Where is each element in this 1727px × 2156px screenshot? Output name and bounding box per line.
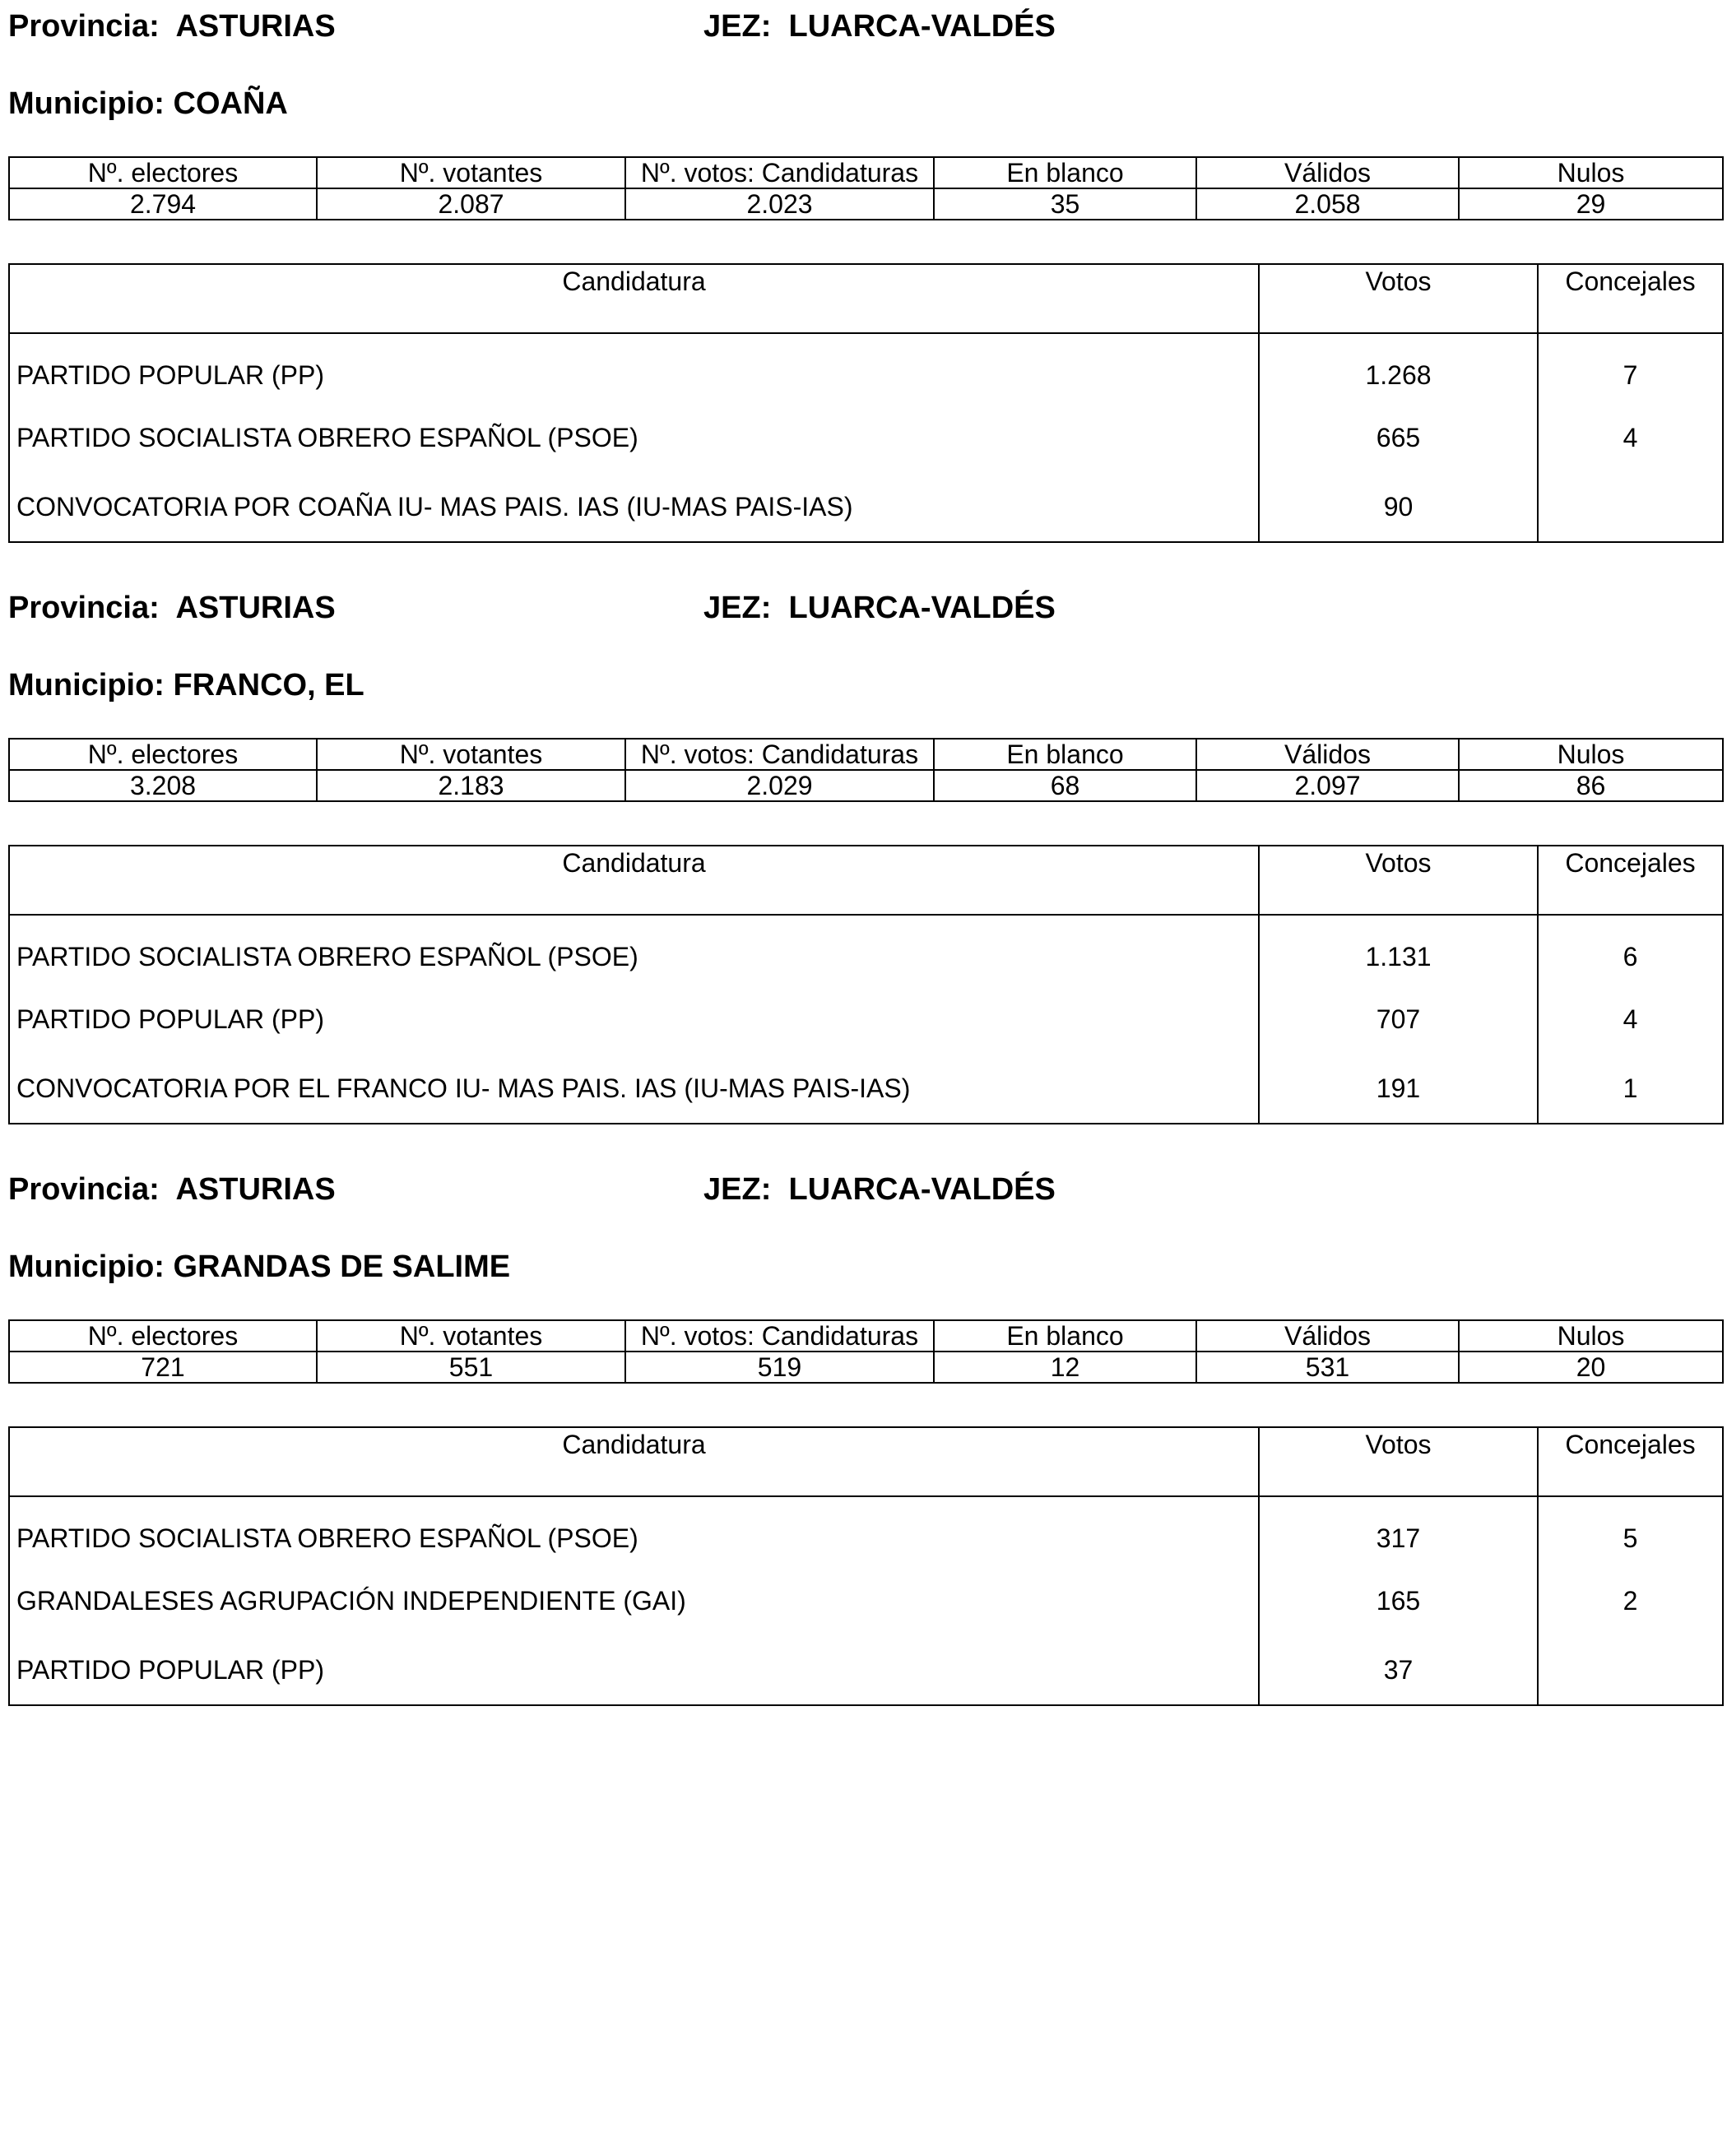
candidates-table [8, 1426, 1724, 1706]
candidate-name: PARTIDO SOCIALISTA OBRERO ESPAÑOL (PSOE) [9, 403, 1259, 472]
municipality-value: COAÑA [173, 86, 288, 121]
province-value: ASTURIAS [175, 1172, 336, 1207]
municipality-heading [8, 1249, 510, 1285]
candidates-header-votos: Votos [1259, 846, 1538, 915]
candidate-votes: 707 [1259, 985, 1538, 1054]
stats-value-electores: 721 [9, 1352, 317, 1383]
candidate-name: CONVOCATORIA POR COAÑA IU- MAS PAIS. IAS (IU-MAS PAIS-IAS) [9, 472, 1259, 542]
candidate-row [9, 1635, 1723, 1705]
stats-header-electores: Nº. electores [9, 1320, 317, 1352]
municipality-section-grandas-de-salime [8, 1163, 1722, 1739]
electoral-stats-table [8, 738, 1724, 802]
province-label: Provincia: [8, 9, 160, 44]
stats-header-en-blanco: En blanco [934, 157, 1196, 188]
municipality-section-franco [8, 582, 1722, 1157]
candidate-row [9, 1496, 1723, 1566]
jez-value: LUARCA-VALDÉS [788, 1172, 1056, 1207]
jez-value: LUARCA-VALDÉS [788, 9, 1056, 44]
stats-value-en-blanco: 68 [934, 770, 1196, 801]
candidate-votes: 191 [1259, 1054, 1538, 1124]
candidate-votes: 165 [1259, 1566, 1538, 1635]
stats-header-votos-candidaturas: Nº. votos: Candidaturas [625, 1320, 934, 1352]
stats-header-electores: Nº. electores [9, 739, 317, 770]
electoral-stats-table [8, 1319, 1724, 1384]
stats-header-votantes: Nº. votantes [317, 1320, 625, 1352]
jez-heading [703, 1171, 1056, 1208]
stats-value-validos: 2.058 [1196, 188, 1459, 220]
stats-header-en-blanco: En blanco [934, 1320, 1196, 1352]
municipality-label: Municipio: [8, 86, 165, 121]
stats-value-votos-candidaturas: 2.029 [625, 770, 934, 801]
candidate-votes: 317 [1259, 1496, 1538, 1566]
province-value: ASTURIAS [175, 591, 336, 625]
stats-header-nulos: Nulos [1459, 1320, 1723, 1352]
stats-header-votos-candidaturas: Nº. votos: Candidaturas [625, 157, 934, 188]
electoral-stats-table [8, 156, 1724, 220]
candidates-header-row [9, 264, 1723, 333]
stats-value-row [9, 188, 1723, 220]
province-heading [8, 1171, 336, 1208]
municipality-label: Municipio: [8, 1250, 165, 1284]
candidates-header-concejales: Concejales [1538, 846, 1723, 915]
stats-header-row [9, 1320, 1723, 1352]
stats-header-nulos: Nulos [1459, 157, 1723, 188]
stats-header-votantes: Nº. votantes [317, 157, 625, 188]
candidates-header-votos: Votos [1259, 1427, 1538, 1496]
stats-value-validos: 531 [1196, 1352, 1459, 1383]
province-value: ASTURIAS [175, 9, 336, 44]
candidates-header-votos: Votos [1259, 264, 1538, 333]
stats-value-votos-candidaturas: 519 [625, 1352, 934, 1383]
stats-value-votantes: 2.087 [317, 188, 625, 220]
stats-value-votos-candidaturas: 2.023 [625, 188, 934, 220]
province-label: Provincia: [8, 1172, 160, 1207]
stats-header-votantes: Nº. votantes [317, 739, 625, 770]
stats-value-nulos: 29 [1459, 188, 1723, 220]
candidate-votes: 37 [1259, 1635, 1538, 1705]
jez-label: JEZ: [703, 9, 772, 44]
candidates-table [8, 845, 1724, 1124]
province-label: Provincia: [8, 591, 160, 625]
stats-header-votos-candidaturas: Nº. votos: Candidaturas [625, 739, 934, 770]
stats-value-validos: 2.097 [1196, 770, 1459, 801]
candidate-row [9, 472, 1723, 542]
candidate-seats: 4 [1538, 403, 1723, 472]
stats-header-electores: Nº. electores [9, 157, 317, 188]
municipality-section-coana [8, 0, 1722, 576]
candidate-seats [1538, 1635, 1723, 1705]
candidate-votes: 1.131 [1259, 915, 1538, 985]
stats-value-nulos: 20 [1459, 1352, 1723, 1383]
stats-value-en-blanco: 12 [934, 1352, 1196, 1383]
candidate-name: PARTIDO SOCIALISTA OBRERO ESPAÑOL (PSOE) [9, 915, 1259, 985]
stats-value-row [9, 1352, 1723, 1383]
candidate-row [9, 915, 1723, 985]
jez-value: LUARCA-VALDÉS [788, 591, 1056, 625]
candidate-seats [1538, 472, 1723, 542]
candidate-seats: 6 [1538, 915, 1723, 985]
candidate-name: PARTIDO POPULAR (PP) [9, 1635, 1259, 1705]
stats-header-row [9, 739, 1723, 770]
candidate-name: GRANDALESES AGRUPACIÓN INDEPENDIENTE (GAI) [9, 1566, 1259, 1635]
candidate-seats: 4 [1538, 985, 1723, 1054]
jez-heading [703, 8, 1056, 44]
municipality-value: GRANDAS DE SALIME [173, 1250, 511, 1284]
stats-header-validos: Válidos [1196, 1320, 1459, 1352]
candidate-seats: 5 [1538, 1496, 1723, 1566]
candidates-header-concejales: Concejales [1538, 1427, 1723, 1496]
municipality-label: Municipio: [8, 668, 165, 702]
candidates-header-candidatura: Candidatura [9, 264, 1259, 333]
candidates-header-candidatura: Candidatura [9, 1427, 1259, 1496]
jez-heading [703, 590, 1056, 626]
candidate-seats: 1 [1538, 1054, 1723, 1124]
stats-value-votantes: 2.183 [317, 770, 625, 801]
stats-header-validos: Válidos [1196, 157, 1459, 188]
candidate-name: PARTIDO POPULAR (PP) [9, 985, 1259, 1054]
stats-header-row [9, 157, 1723, 188]
candidate-votes: 1.268 [1259, 333, 1538, 403]
candidate-row [9, 1054, 1723, 1124]
candidate-row [9, 985, 1723, 1054]
candidates-header-concejales: Concejales [1538, 264, 1723, 333]
candidates-table [8, 263, 1724, 543]
candidate-row [9, 1566, 1723, 1635]
candidate-seats: 7 [1538, 333, 1723, 403]
candidate-votes: 90 [1259, 472, 1538, 542]
municipality-heading [8, 667, 364, 703]
candidate-row [9, 403, 1723, 472]
candidate-name: PARTIDO SOCIALISTA OBRERO ESPAÑOL (PSOE) [9, 1496, 1259, 1566]
candidates-header-row [9, 846, 1723, 915]
candidate-row [9, 333, 1723, 403]
stats-value-electores: 2.794 [9, 188, 317, 220]
candidates-header-row [9, 1427, 1723, 1496]
stats-value-electores: 3.208 [9, 770, 317, 801]
stats-header-nulos: Nulos [1459, 739, 1723, 770]
stats-header-validos: Válidos [1196, 739, 1459, 770]
candidates-header-candidatura: Candidatura [9, 846, 1259, 915]
jez-label: JEZ: [703, 1172, 772, 1207]
stats-value-votantes: 551 [317, 1352, 625, 1383]
stats-value-row [9, 770, 1723, 801]
candidate-seats: 2 [1538, 1566, 1723, 1635]
stats-value-en-blanco: 35 [934, 188, 1196, 220]
jez-label: JEZ: [703, 591, 772, 625]
province-heading [8, 8, 336, 44]
candidate-name: PARTIDO POPULAR (PP) [9, 333, 1259, 403]
municipality-value: FRANCO, EL [173, 668, 364, 702]
province-heading [8, 590, 336, 626]
candidate-votes: 665 [1259, 403, 1538, 472]
municipality-heading [8, 86, 288, 122]
candidate-name: CONVOCATORIA POR EL FRANCO IU- MAS PAIS. IAS (IU-MAS PAIS-IAS) [9, 1054, 1259, 1124]
stats-value-nulos: 86 [1459, 770, 1723, 801]
stats-header-en-blanco: En blanco [934, 739, 1196, 770]
